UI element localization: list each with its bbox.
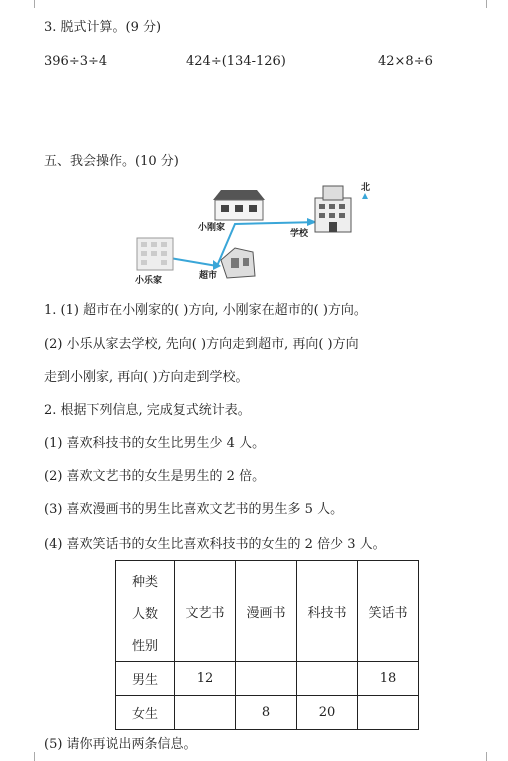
- section3-title: 3. 脱式计算。(9 分): [44, 20, 162, 35]
- page-corner-top-right: [486, 0, 497, 8]
- xiaogang-home-icon: [213, 190, 265, 220]
- row-label-girls: 女生: [116, 696, 175, 730]
- calc-problem-1: 396÷3÷4: [44, 54, 108, 69]
- label-school: 学校: [290, 229, 309, 239]
- xiaole-home-icon: [137, 238, 173, 270]
- cell-girls-jokes: [358, 696, 419, 730]
- page-corner-bottom-left: [24, 752, 35, 761]
- cell-girls-comics: 8: [236, 696, 297, 730]
- cell-girls-literature: [175, 696, 236, 730]
- column-header-comics: 漫画书: [236, 561, 297, 662]
- q2-info-2: (2) 喜欢文艺书的女生是男生的 2 倍。: [44, 469, 266, 484]
- column-header-science: 科技书: [297, 561, 358, 662]
- q2-info-1: (1) 喜欢科技书的女生比男生少 4 人。: [44, 436, 266, 451]
- label-xiaogang-home: 小刚家: [198, 223, 226, 233]
- route-map: [125, 178, 385, 290]
- column-header-literature: 文艺书: [175, 561, 236, 662]
- cell-boys-comics: [236, 662, 297, 696]
- supermarket-icon: [221, 248, 255, 278]
- page-corner-bottom-right: [486, 752, 497, 761]
- table-corner-header: [116, 561, 175, 662]
- stats-table: [115, 560, 419, 730]
- table-row: [116, 696, 419, 730]
- q2-question-5: (5) 请你再说出两条信息。: [44, 737, 197, 752]
- page-corner-top-left: [24, 0, 35, 8]
- calc-problem-2: 424÷(134-126): [186, 54, 286, 69]
- q1-line-1: 1. (1) 超市在小刚家的( )方向, 小刚家在超市的( )方向。: [44, 303, 367, 318]
- q2-info-4: (4) 喜欢笑话书的女生比喜欢科技书的女生的 2 倍少 3 人。: [44, 537, 386, 552]
- calc-problem-3: 42×8÷6: [378, 54, 433, 69]
- north-arrow-icon: [362, 193, 368, 199]
- corner-label-type: 种类: [131, 575, 158, 590]
- cell-boys-jokes: 18: [358, 662, 419, 696]
- corner-label-count: 人数: [131, 607, 158, 622]
- q1-line-2: (2) 小乐从家去学校, 先向( )方向走到超市, 再向( )方向: [44, 337, 359, 352]
- label-xiaole-home: 小乐家: [135, 276, 163, 286]
- section5-title: 五、我会操作。(10 分): [44, 154, 179, 169]
- corner-label-gender: 性别: [131, 639, 158, 654]
- column-header-jokes: 笑话书: [358, 561, 419, 662]
- label-north: 北: [361, 183, 371, 193]
- q2-intro: 2. 根据下列信息, 完成复式统计表。: [44, 403, 251, 418]
- cell-boys-science: [297, 662, 358, 696]
- table-row: [116, 662, 419, 696]
- table-header-row: [116, 561, 419, 662]
- q1-line-3: 走到小刚家, 再向( )方向走到学校。: [44, 370, 249, 385]
- school-icon: [315, 186, 351, 232]
- cell-boys-literature: 12: [175, 662, 236, 696]
- label-supermarket: 超市: [199, 271, 218, 281]
- q2-info-3: (3) 喜欢漫画书的男生比喜欢文艺书的男生多 5 人。: [44, 502, 344, 517]
- cell-girls-science: 20: [297, 696, 358, 730]
- row-label-boys: 男生: [116, 662, 175, 696]
